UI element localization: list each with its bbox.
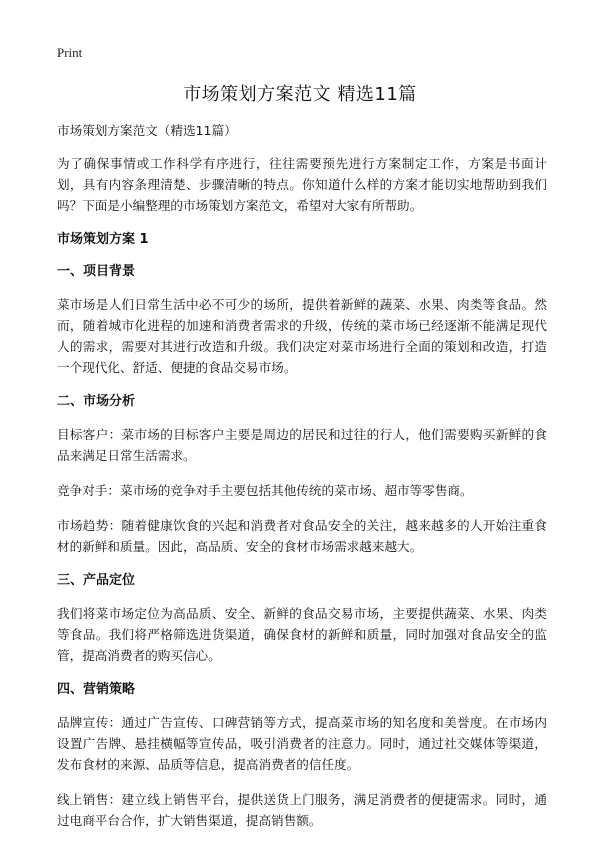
document-subtitle: 市场策划方案范文（精选11篇）: [57, 123, 237, 138]
section-heading-market-analysis: 二、市场分析: [57, 394, 136, 409]
document-title: 市场策划方案范文 精选11篇: [183, 84, 417, 105]
background-paragraph: 菜市场是人们日常生活中必不可少的场所，提供着新鲜的蔬菜、水果、肉类等食品。然而，随着城市化进程的加速和消费者需求的升级，传统的菜市场已经逐渐不能满足现代人的需求，需要对其进行改造和升级。我们决定对菜市场进行全面的策划和改造，打造一个现代化、舒适、便捷的食品交易市场。: [57, 297, 547, 375]
target-customers-paragraph: 目标客户：菜市场的目标客户主要是周边的居民和过往的行人，他们需要购买新鲜的食品来满足日常生活需求。: [57, 427, 547, 463]
section-heading-positioning: 三、产品定位: [57, 573, 136, 588]
section-heading-background: 一、项目背景: [57, 264, 136, 279]
document-body: [57, 120, 547, 845]
print-label: Print: [57, 45, 83, 60]
positioning-paragraph: 我们将菜市场定位为高品质、安全、新鲜的食品交易市场，主要提供蔬菜、水果、肉类等食品。我们将严格筛选进货渠道，确保食材的新鲜和质量，同时加强对食品安全的监管，提高消费者的购买信心。: [57, 606, 547, 663]
market-trend-paragraph: 市场趋势：随着健康饮食的兴起和消费者对食品安全的关注，越来越多的人开始注重食材的新鲜和质量。因此，高品质、安全的食材市场需求越来越大。: [57, 518, 547, 554]
brand-promotion-paragraph: 品牌宣传：通过广告宣传、口碑营销等方式，提高菜市场的知名度和美誉度。在市场内设置广告牌、悬挂横幅等宣传品，吸引消费者的注意力。同时，通过社交媒体等渠道，发布食材的来源、品质等信息，提高消费者的信任度。: [57, 715, 547, 772]
online-sales-paragraph: 线上销售：建立线上销售平台，提供送货上门服务，满足消费者的便捷需求。同时，通过电商平台合作，扩大销售渠道，提高销售额。: [57, 792, 547, 828]
competitors-paragraph: 竞争对手：菜市场的竞争对手主要包括其他传统的菜市场、超市等零售商。: [57, 483, 473, 498]
intro-paragraph: 为了确保事情或工作科学有序进行，往往需要预先进行方案制定工作，方案是书面计划，具有内容条理清楚、步骤清晰的特点。你知道什么样的方案才能切实地帮助到我们吗？下面是小编整理的市场策划方案范文，希望对大家有所帮助。: [57, 156, 547, 213]
section-heading-marketing: 四、营销策略: [57, 682, 136, 697]
plan-heading: 市场策划方案 1: [57, 232, 149, 247]
